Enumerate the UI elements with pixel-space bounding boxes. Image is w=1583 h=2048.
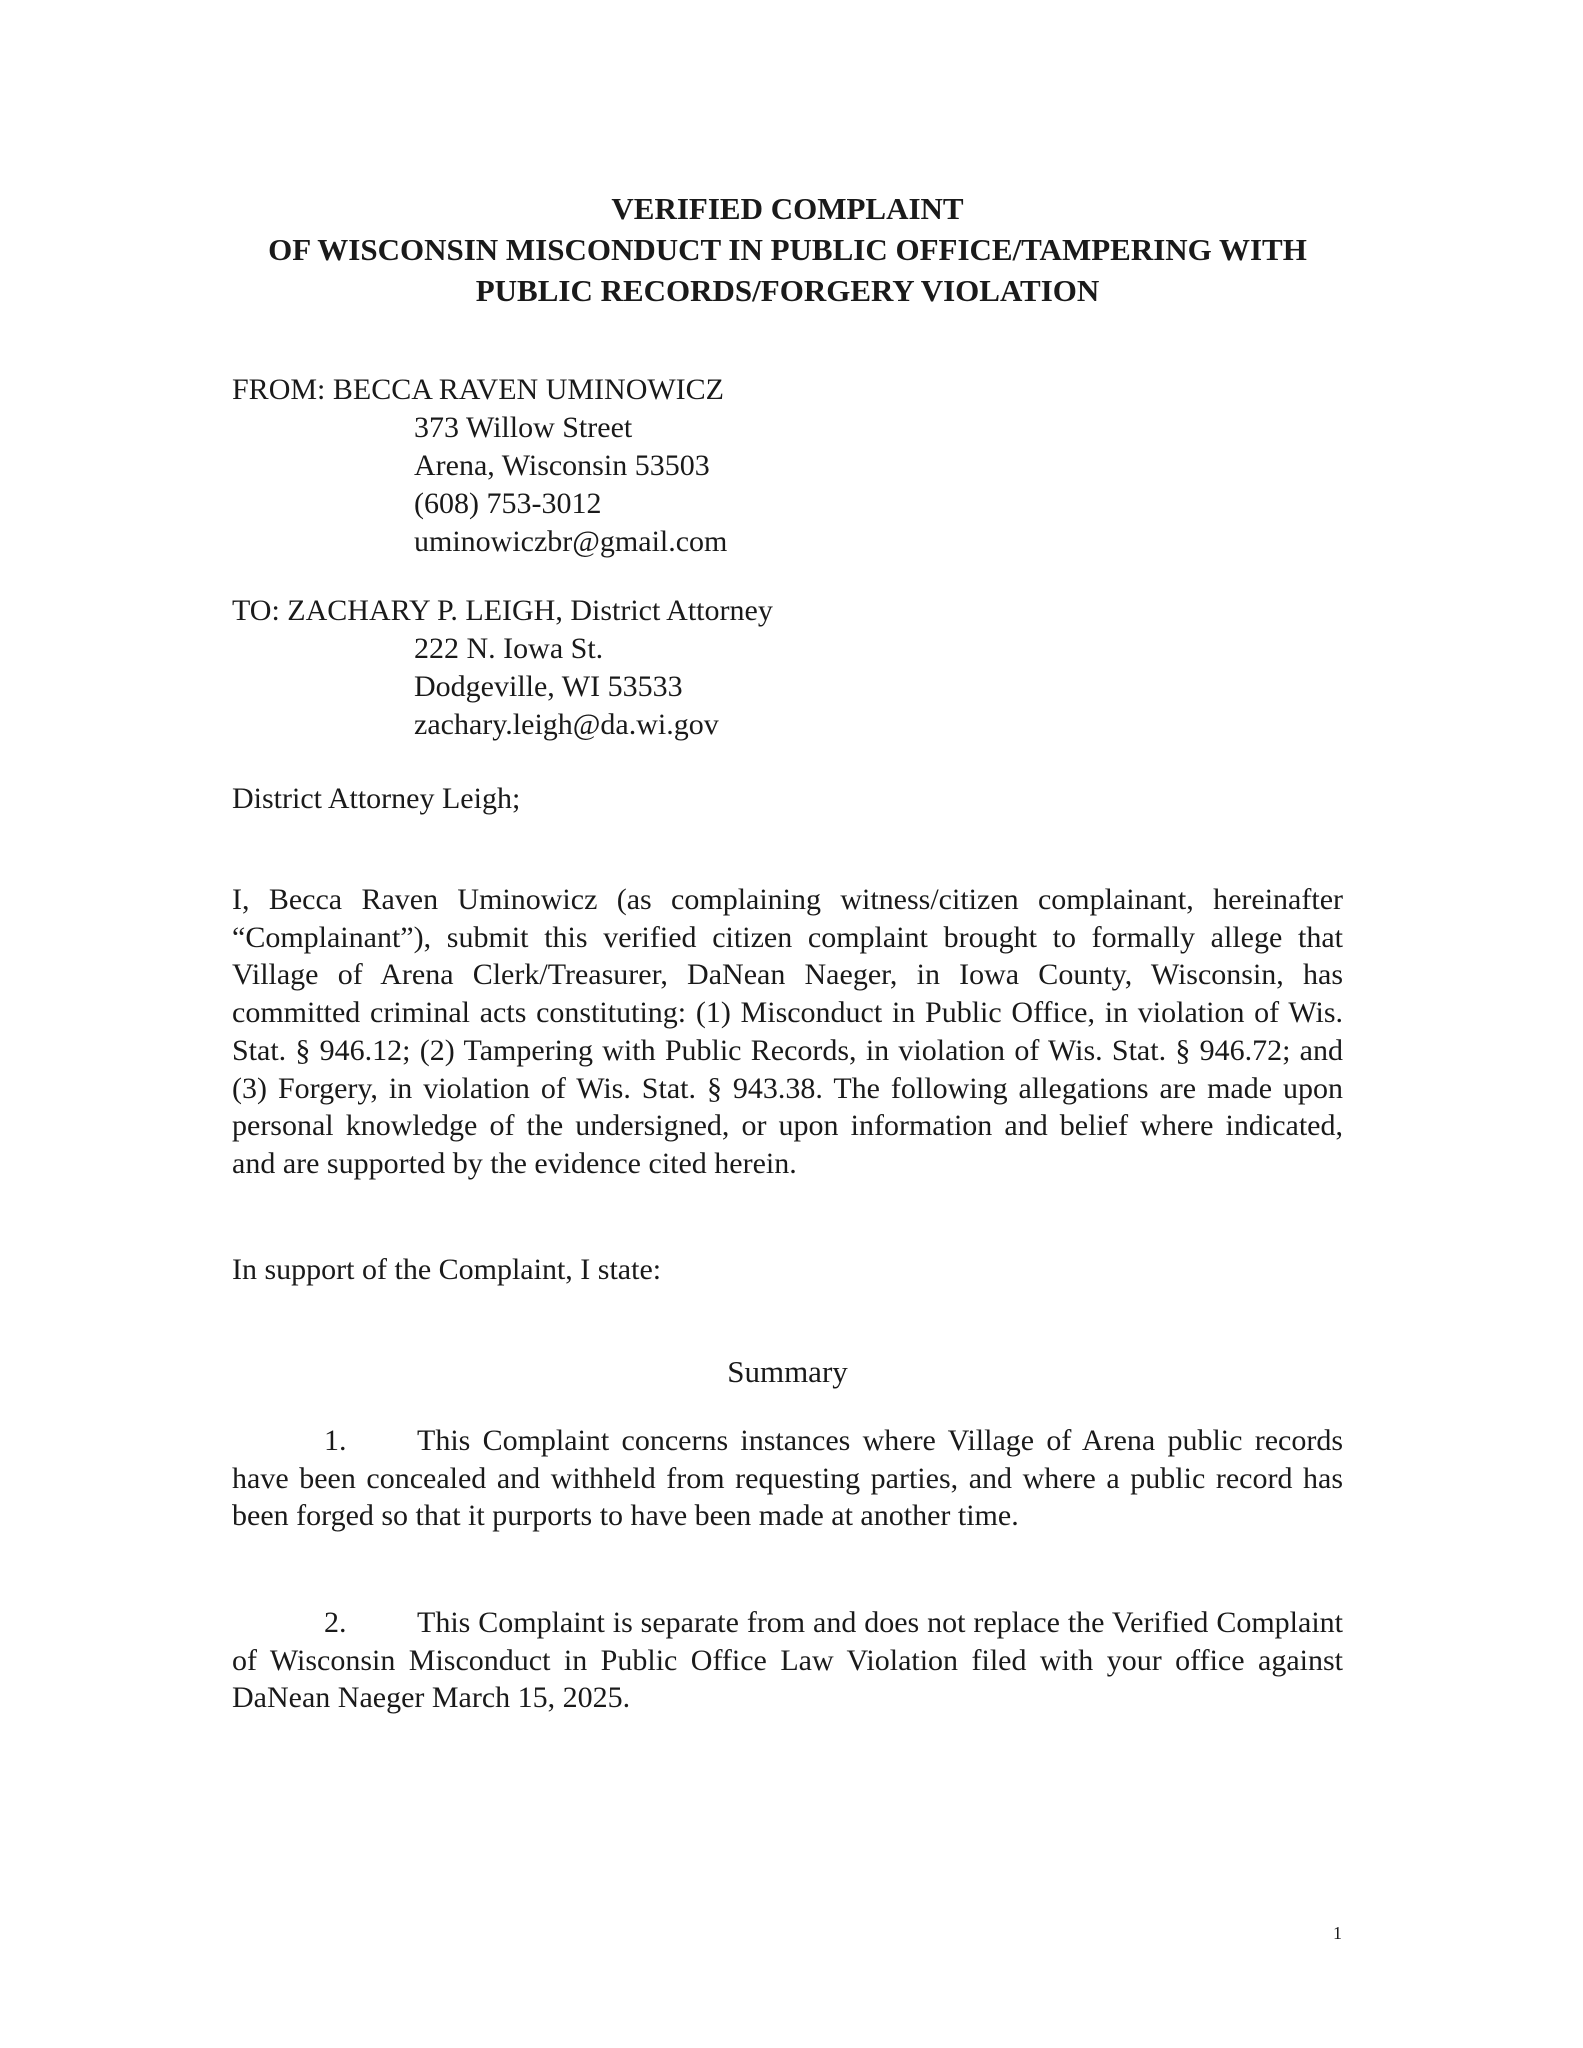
from-phone: (608) 753-3012	[414, 487, 602, 520]
intro-paragraph: I, Becca Raven Uminowicz (as complaining witness/citizen complainant, hereinafter “Complainant”), submit this verified citizen complaint brought to formally allege that Village of Arena Clerk/Treasurer, DaNean Naeger, in Iowa County, Wisconsin, has committed criminal acts constituting: (1) Misconduct in Public Office, in violation of Wis. Stat. § 946.12; (2) Tampering with Public Records, in violation of Wis. Stat. § 946.72; and (3) Forgery, in violation of Wis. Stat. § 943.38. The following allegations are made upon personal knowledge of the undersigned, or upon information and belief where indicated, and are supported by the evidence cited herein.	[232, 883, 1343, 1180]
support-line: In support of the Complaint, I state:	[232, 1253, 662, 1286]
document-page	[232, 0, 1343, 2048]
title-line-3: PUBLIC RECORDS/FORGERY VIOLATION	[475, 273, 1100, 308]
title-line-1: VERIFIED COMPLAINT	[611, 191, 964, 226]
to-address-block	[232, 592, 773, 744]
from-heading: FROM: BECCA RAVEN UMINOWICZ	[232, 373, 724, 406]
paragraph-number: 2.	[324, 1606, 347, 1639]
from-email: uminowiczbr@gmail.com	[414, 525, 728, 558]
paragraph-text: This Complaint concerns instances where Village of Arena public records have been concealed and withheld from requesting parties, and where a public record has been forged so that it purports to have been made at another time.	[232, 1424, 1343, 1533]
summary-heading: Summary	[727, 1354, 848, 1389]
paragraph-number: 1.	[324, 1424, 347, 1457]
to-street: 222 N. Iowa St.	[414, 632, 604, 665]
salutation: District Attorney Leigh;	[232, 782, 521, 815]
page-number: 1	[1333, 1923, 1342, 1943]
numbered-paragraph	[232, 1422, 1343, 1535]
title-line-2: OF WISCONSIN MISCONDUCT IN PUBLIC OFFICE/TAMPERING WITH	[268, 232, 1307, 267]
paragraph-text: This Complaint is separate from and does not replace the Verified Complaint of Wisconsin Misconduct in Public Office Law Violation filed with your office against DaNean Naeger March 15, 2025.	[232, 1606, 1343, 1715]
numbered-paragraph	[232, 1604, 1343, 1717]
from-address-block	[232, 371, 727, 561]
from-street: 373 Willow Street	[414, 411, 633, 444]
to-email: zachary.leigh@da.wi.gov	[414, 708, 719, 741]
to-city: Dodgeville, WI 53533	[414, 670, 683, 703]
from-city: Arena, Wisconsin 53503	[414, 449, 710, 482]
document-title	[232, 188, 1343, 311]
to-heading: TO: ZACHARY P. LEIGH, District Attorney	[232, 594, 773, 627]
